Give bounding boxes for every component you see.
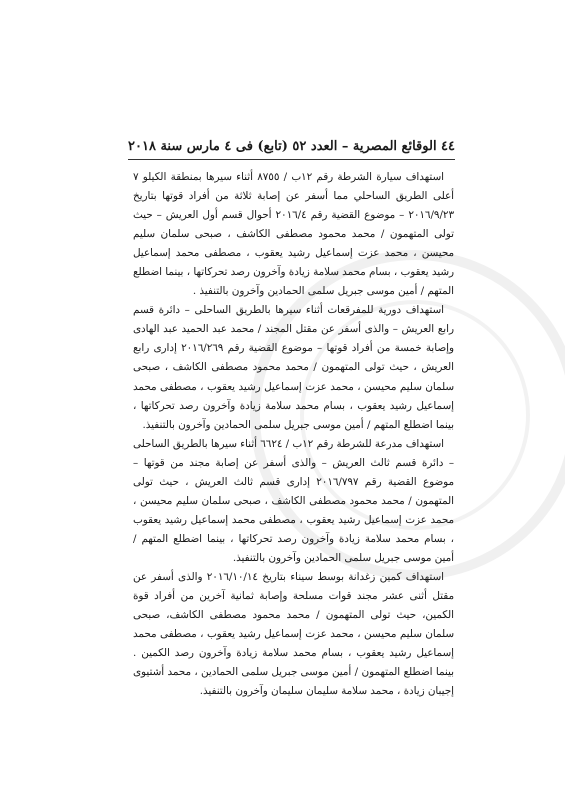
paragraph-1: استهداف سيارة الشرطة رقم ١٢ب / ٨٧٥٥ أثناء سيرها بمنطقة الكيلو ٧ أعلى الطريق الساحلي مما أسفر عن إصابة ثلاثة من أفراد قوتها بتاريخ ٢٠١٦/٩/٢٣ – موضوع القضية رقم ٢٠١٦/٤ أحوال قسم أول العريش – حيث تولى المتهمون / محمد محمود مصطفى الكاشف ، صبحى سلمان سليم محيسن ، محمد عزت إسماعيل رشيد يعقوب ، مصطفى محمد إسماعيل رشيد يعقوب ، بسام محمد سلامة زيادة وآخرون رصد تحركاتها ، بينما اضطلع المتهم / أمين موسى جبريل سلمى الحمادين وآخرون بالتنفيذ .: [133, 171, 454, 298]
gazette-title: الوقائع المصرية – العدد ٥٢ (تابع) فى ٤ مارس سنة ٢٠١٨: [128, 138, 437, 154]
paragraph-2: استهداف دورية للمفرقعات أثناء سيرها بالطريق الساحلى – دائرة قسم رابع العريش – والذى أسفر عن مقتل المجند / محمد عبد الحميد عبد الهادى وإصابة خمسة من أفراد قوتها – موضوع القضية رقم ٢٠١٦/٢٦٩ إدارى رابع العريش ، حيث تولى المتهمون / محمد محمود مصطفى الكاشف ، صبحى سلمان سليم محيسن ، محمد عزت إسماعيل رشيد يعقوب ، مصطفى محمد إسماعيل رشيد يعقوب ، بسام محمد سلامة زيادة وآخرون رصد تحركاتها ، بينما اضطلع المتهم / أمين موسى جبريل سلمى الحمادين وآخرون بالتنفيذ.: [133, 304, 454, 431]
header-divider: [128, 159, 455, 160]
paragraph-4: استهداف كمين زغدانة بوسط سيناء بتاريخ ٢٠١٦/١٠/١٤ والذى أسفر عن مقتل أثنى عشر مجند قوات مسلحة وإصابة ثمانية آخرين من أفراد قوة الكمين، حيث تولى المتهمون / محمد محمود مصطفى الكاشف، صبحى سلمان سليم محيسن ، محمد عزت إسماعيل رشيد يعقوب ، مصطفى محمد إسماعيل رشيد يعقوب ، بسام محمد سلامة زيادة وآخرون رصد الكمين . بينما اضطلع المتهمون / أمين موسى جبريل سلمى الحمادين ، محمد أشتيوى إجيبان زيادة ، محمد سلامة سليمان سليمان وآخرون بالتنفيذ.: [133, 570, 454, 698]
document-body: [133, 168, 454, 701]
paragraph-3: استهداف مدرعة للشرطة رقم ١٢ب / ٦٦٢٤ أثناء سيرها بالطريق الساحلى – دائرة قسم ثالث العريش – والذى أسفر عن إصابة مجند من قوتها – موضوع القضية رقم ٢٠١٦/٧٩٧ إدارى قسم ثالث العريش ، حيث تولى المتهمون / محمد محمود مصطفى الكاشف ، صبحى سلمان سليم محيسن ، محمد عزت إسماعيل رشيد يعقوب ، مصطفى محمد إسماعيل رشيد يعقوب ، بسام محمد سلامة زيادة وآخرون رصد تحركاتها ، بينما اضطلع المتهم / أمين موسى جبريل سلمى الحمادين وآخرون بالتنفيذ.: [132, 437, 454, 564]
page-number: ٤٤: [441, 138, 455, 154]
page-header: [128, 133, 455, 159]
